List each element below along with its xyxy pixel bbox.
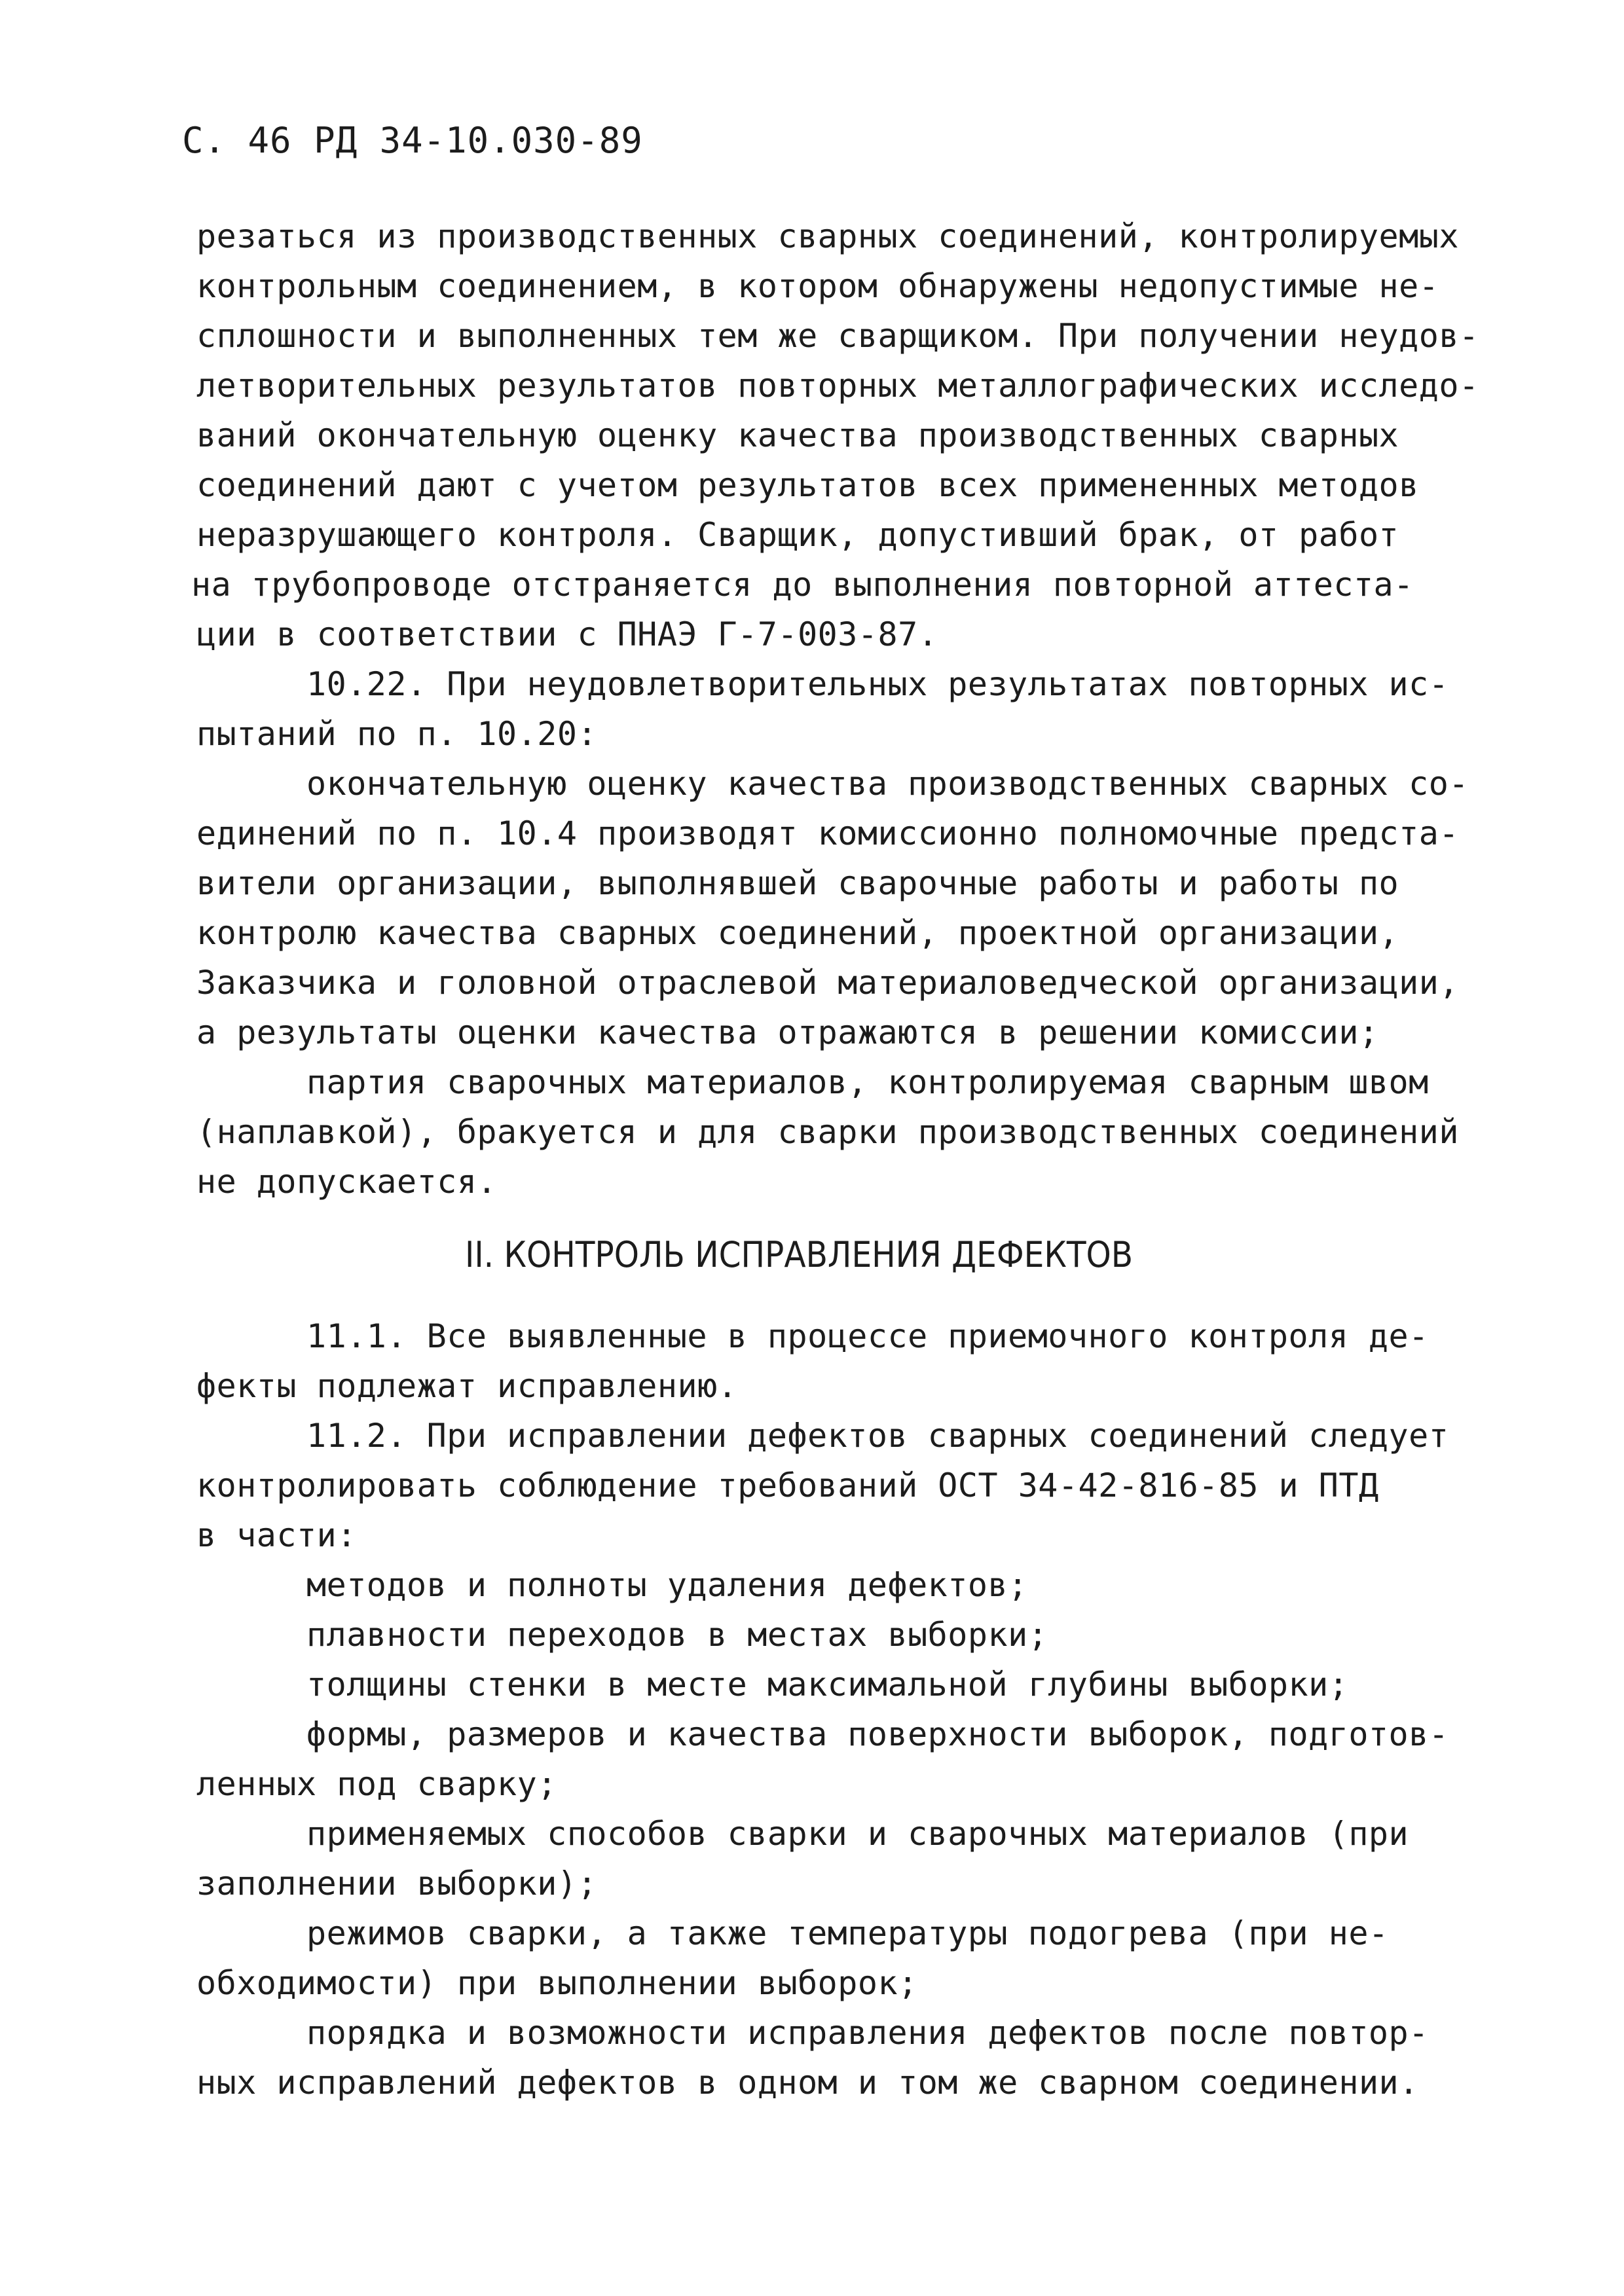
text-line: неразрушающего контроля. Сварщик, допустивший брак, от работ	[196, 516, 1399, 554]
text-line: ленных под сварку;	[196, 1765, 557, 1803]
text-line: контрольным соединением, в котором обнаружены недопустимые не-	[196, 267, 1439, 305]
list-item: применяемых способов сварки и сварочных материалов (при	[306, 1815, 1409, 1853]
text-line: (наплавкой), бракуется и для сварки производственных соединений	[196, 1113, 1459, 1151]
text-line: резаться из производственных сварных соединений, контролируемых	[196, 217, 1459, 255]
text-line: заполнении выборки);	[196, 1865, 598, 1903]
text-line: не допускается.	[196, 1163, 498, 1201]
text-line: соединений дают с учетом результатов всех примененных методов	[196, 466, 1419, 504]
text-line: в части:	[196, 1516, 357, 1554]
section-title: II. КОНТРОЛЬ ИСПРАВЛЕНИЯ ДЕФЕКТОВ	[465, 1234, 1134, 1275]
text-line: вители организации, выполнявшей сварочные работы и работы по	[196, 864, 1399, 902]
list-item: плавности переходов в местах выборки;	[306, 1616, 1048, 1654]
list-item: формы, размеров и качества поверхности выборок, подготов-	[306, 1715, 1449, 1753]
list-item: толщины стенки в месте максимальной глубины выборки;	[306, 1666, 1349, 1704]
text-line: обходимости) при выполнении выборок;	[196, 1964, 918, 2002]
text-line: на трубопроводе отстраняется до выполнения повторной аттеста-	[191, 566, 1414, 604]
text-line: фекты подлежат исправлению.	[196, 1367, 738, 1405]
paragraph-11-1: 11.1. Все выявленные в процессе приемочного контроля де-	[306, 1317, 1429, 1355]
list-item: порядка и возможности исправления дефектов после повтор-	[306, 2014, 1429, 2052]
list-item: режимов сварки, а также температуры подогрева (при не-	[306, 1914, 1389, 1952]
list-item: методов и полноты удаления дефектов;	[306, 1566, 1028, 1604]
text-line: партия сварочных материалов, контролируемая сварным швом	[306, 1063, 1429, 1101]
page-header: С. 46 РД 34-10.030-89	[182, 120, 643, 161]
text-line: контролю качества сварных соединений, проектной организации,	[196, 914, 1399, 952]
text-line: Заказчика и головной отраслевой материаловедческой организации,	[196, 964, 1459, 1002]
text-line: а результаты оценки качества отражаются в решении комиссии;	[196, 1013, 1379, 1051]
paragraph-10-22: 10.22. При неудовлетворительных результатах повторных ис-	[306, 665, 1449, 703]
text-line: летворительных результатов повторных металлографических исследо-	[196, 367, 1479, 405]
text-line: единений по п. 10.4 производят комиссионно полномочные предста-	[196, 814, 1459, 852]
paragraph-11-2: 11.2. При исправлении дефектов сварных соединений следует	[306, 1417, 1449, 1455]
text-line: окончательную оценку качества производственных сварных со-	[306, 765, 1469, 803]
text-line: контролировать соблюдение требований ОСТ 34-42-816-85 и ПТД	[196, 1467, 1379, 1504]
text-line: пытаний по п. 10.20:	[196, 715, 598, 753]
text-line: сплошности и выполненных тем же сварщиком. При получении неудов-	[196, 317, 1479, 355]
text-line: ции в соответствии с ПНАЭ Г-7-003-87.	[196, 615, 938, 653]
text-line: ваний окончательную оценку качества производственных сварных	[196, 416, 1399, 454]
text-line: ных исправлений дефектов в одном и том же сварном соединении.	[196, 2064, 1419, 2102]
